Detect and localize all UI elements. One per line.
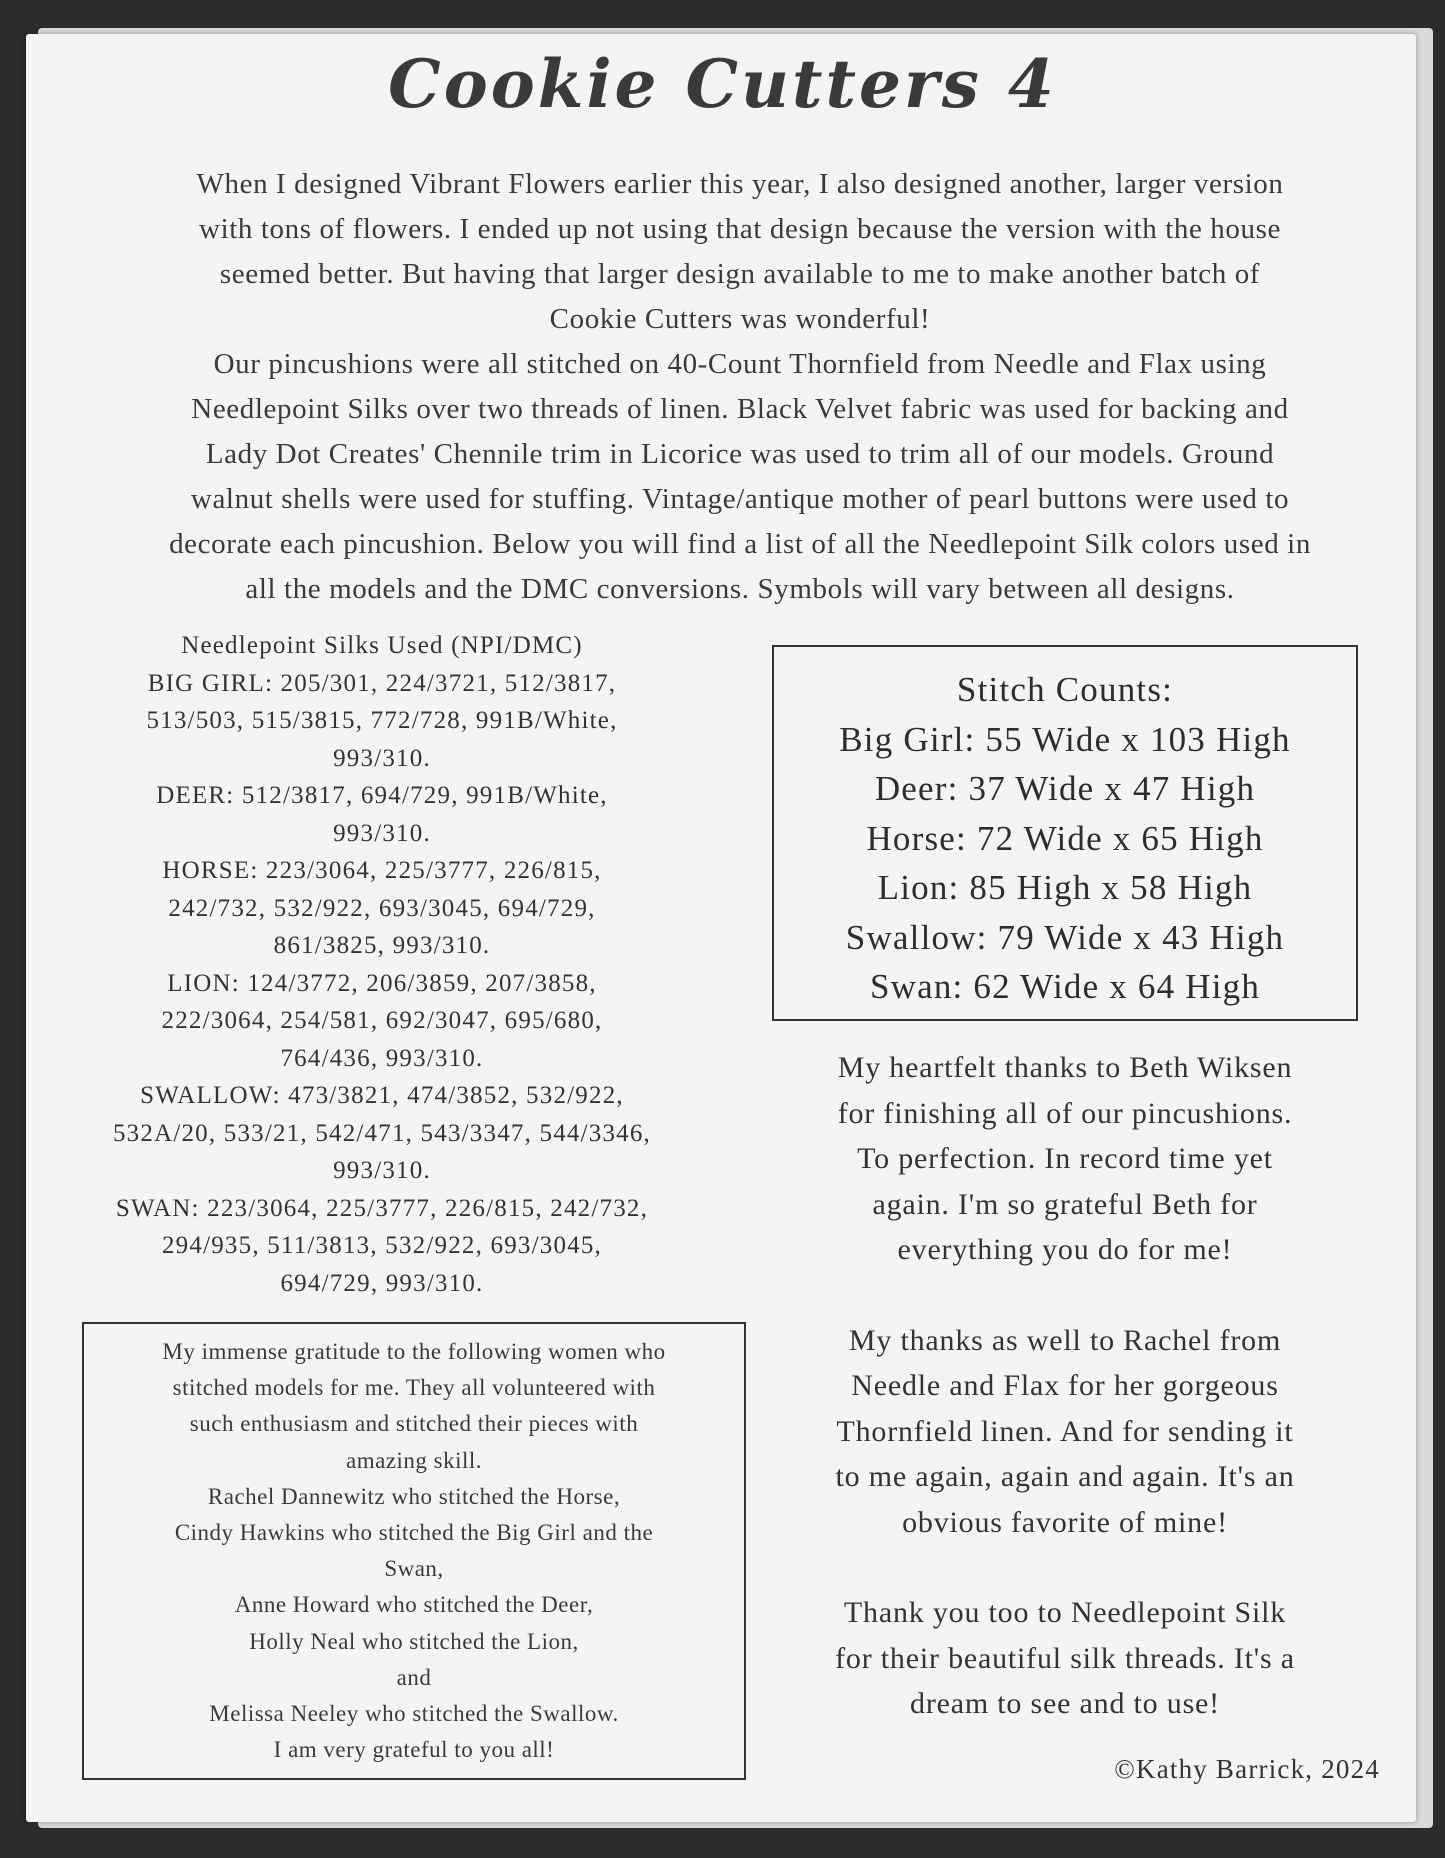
silks-line: SWALLOW: 473/3821, 474/3852, 532/922,	[140, 1082, 624, 1109]
silks-line: 993/310.	[333, 819, 431, 847]
thanks-line: My thanks as well to Rachel from	[848, 1323, 1282, 1357]
silks-list	[72, 627, 692, 1302]
silks-line: 294/935, 511/3813, 532/922, 693/3045,	[161, 1232, 602, 1259]
thanks-line: everything you do for me!	[897, 1233, 1233, 1266]
thanks-line: for their beautiful silk threads. It's a	[835, 1641, 1295, 1675]
thanks-line: My heartfelt thanks to Beth Wiksen	[837, 1051, 1293, 1084]
thanks-line: again. I'm so grateful Beth for	[872, 1187, 1258, 1221]
silks-line: 513/503, 515/3815, 772/728, 991B/White,	[146, 707, 618, 734]
thanks-line: dream to see and to use!	[910, 1687, 1220, 1720]
intro-line: all the models and the DMC conversions. Symbols will vary between all designs.	[245, 573, 1235, 605]
thanks-line: Thank you too to Needlepoint Silk	[843, 1596, 1287, 1629]
silks-line: 764/436, 993/310.	[280, 1044, 484, 1072]
gratitude-line: Rachel Dannewitz who stitched the Horse,	[207, 1483, 621, 1509]
silks-line: 993/310.	[333, 1157, 431, 1184]
silks-line: 532A/20, 533/21, 542/471, 543/3347, 544/3346,	[112, 1119, 652, 1147]
silks-line: LION: 124/3772, 206/3859, 207/3858,	[167, 969, 597, 997]
gratitude-line: Holly Neal who stitched the Lion,	[249, 1628, 579, 1654]
silks-line: 242/732, 532/922, 693/3045, 694/729,	[168, 894, 596, 922]
intro-line: walnut shells were used for stuffing. Vintage/antique mother of pearl buttons were used to	[190, 483, 1290, 515]
stitch-count-line: Swallow: 79 Wide x 43 High	[845, 917, 1285, 957]
acknowledgements	[760, 1045, 1370, 1727]
thanks-line: Thornfield linen. And for sending it	[836, 1414, 1294, 1448]
intro-line: Our pincushions were all stitched on 40-Count Thornfield from Needle and Flax using	[213, 348, 1267, 380]
silks-line: DEER: 512/3817, 694/729, 991B/White,	[156, 782, 608, 809]
gratitude-line: Anne Howard who stitched the Deer,	[234, 1592, 594, 1618]
thanks-beth	[760, 1045, 1370, 1273]
copyright: ©Kathy Barrick, 2024	[1114, 1754, 1380, 1784]
gratitude-line: amazing skill.	[345, 1447, 483, 1473]
intro-line: Needlepoint Silks over two threads of linen. Black Velvet fabric was used for backing and	[191, 393, 1289, 425]
stitch-counts-heading: Stitch Counts:	[956, 670, 1174, 709]
thanks-line: obvious favorite of mine!	[902, 1505, 1228, 1539]
stitch-count-line: Swan: 62 Wide x 64 High	[869, 967, 1261, 1006]
page-title: Cookie Cutters 4	[388, 45, 1057, 123]
intro-text	[80, 162, 1400, 612]
gratitude-line: and	[396, 1664, 432, 1690]
gratitude-line: stitched models for me. They all volunteered with	[172, 1375, 656, 1401]
intro-line: seemed better. But having that larger design available to me to make another batch of	[219, 258, 1261, 290]
silks-line: 993/310.	[333, 744, 431, 772]
gratitude-line: My immense gratitude to the following women who	[162, 1339, 666, 1364]
silks-heading: Needlepoint Silks Used (NPI/DMC)	[181, 632, 583, 659]
thanks-rachel	[760, 1318, 1370, 1546]
stitch-count-line: Deer: 37 Wide x 47 High	[874, 769, 1256, 808]
silks-line: HORSE: 223/3064, 225/3777, 226/815,	[162, 857, 602, 884]
stitch-count-line: Horse: 72 Wide x 65 High	[866, 818, 1264, 858]
gratitude-line: Cindy Hawkins who stitched the Big Girl and the	[174, 1520, 654, 1546]
gratitude-line: I am very grateful to you all!	[273, 1737, 555, 1763]
stitch-counts-box	[772, 645, 1358, 1021]
stitch-count-line: Lion: 85 High x 58 High	[877, 868, 1253, 907]
thanks-line: for finishing all of our pincushions.	[837, 1096, 1293, 1130]
gratitude-line: such enthusiasm and stitched their pieces with	[189, 1411, 639, 1437]
thanks-line: Needle and Flax for her gorgeous	[851, 1369, 1279, 1402]
gratitude-box	[82, 1322, 746, 1780]
intro-line: When I designed Vibrant Flowers earlier this year, I also designed another, larger version	[196, 168, 1284, 200]
silks-line: 222/3064, 254/581, 692/3047, 695/680,	[161, 1007, 603, 1034]
gratitude-line: Swan,	[384, 1556, 444, 1582]
silks-line: 861/3825, 993/310.	[273, 932, 491, 959]
thanks-silk	[760, 1590, 1370, 1727]
intro-line: with tons of flowers. I ended up not using that design because the version with the house	[199, 213, 1281, 245]
thanks-line: To perfection. In record time yet	[857, 1142, 1273, 1175]
gratitude-line: Melissa Neeley who stitched the Swallow.	[209, 1701, 619, 1727]
intro-line: Lady Dot Creates' Chennile trim in Licorice was used to trim all of our models. Ground	[205, 438, 1275, 470]
intro-line: Cookie Cutters was wonderful!	[549, 303, 931, 335]
silks-line: 694/729, 993/310.	[280, 1269, 484, 1297]
stitch-count-line: Big Girl: 55 Wide x 103 High	[839, 719, 1291, 759]
silks-line: BIG GIRL: 205/301, 224/3721, 512/3817,	[147, 669, 617, 697]
silks-line: SWAN: 223/3064, 225/3777, 226/815, 242/732,	[115, 1194, 649, 1222]
intro-line: decorate each pincushion. Below you will find a list of all the Needlepoint Silk colors used in	[169, 528, 1311, 560]
thanks-line: to me again, again and again. It's an	[835, 1460, 1295, 1493]
